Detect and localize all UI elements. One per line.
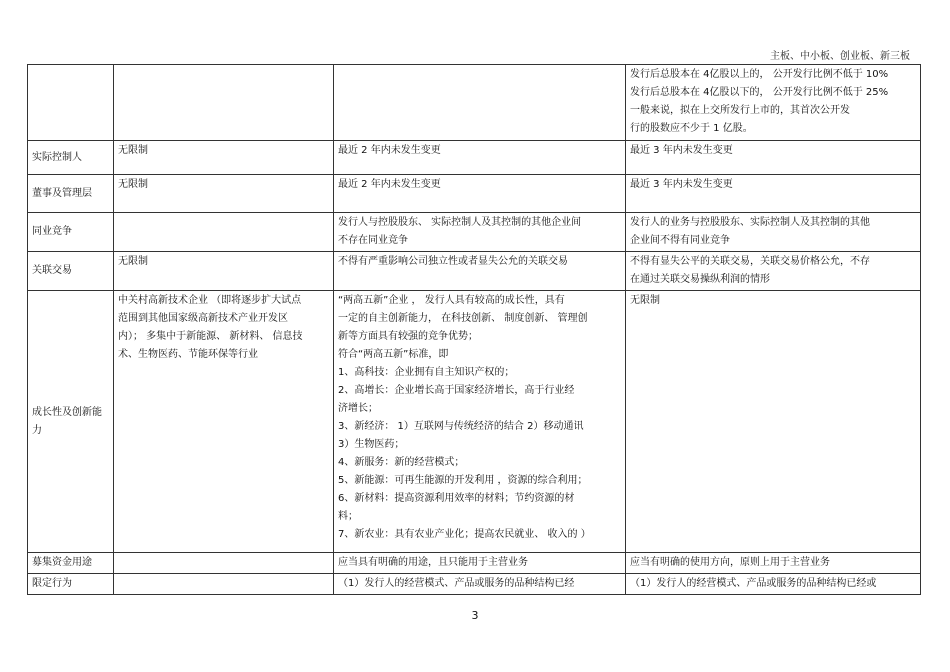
cell-text: 无限制 <box>118 256 148 267</box>
table-row <box>28 291 921 553</box>
cell-text: 一般来说，拟在上交所发行上市的，其首次公开发 <box>630 105 850 116</box>
requirement-cell <box>334 175 626 213</box>
requirement-cell <box>334 574 626 595</box>
table-row <box>28 213 921 252</box>
cell-text: 应当具有明确的用途，且只能用于主营业务 <box>338 557 528 568</box>
requirement-cell <box>114 65 334 141</box>
cell-text: 发行后总股本在 4亿股以上的， 公开发行比例不低于 10% <box>630 69 889 80</box>
requirement-cell <box>334 65 626 141</box>
requirement-cell <box>626 175 921 213</box>
cell-text: 最近 2 年内未发生变更 <box>338 179 441 190</box>
cell-text: 企业间不得有同业竞争 <box>630 235 730 246</box>
cell-text: 无限制 <box>630 295 660 306</box>
row-label: 实际控制人 <box>28 141 114 175</box>
row-label: 成长性及创新能力 <box>28 291 114 553</box>
cell-text: 发行人与控股股东、 实际控制人及其控制的其他企业间 <box>338 217 582 228</box>
cell-text: 范围到其他国家级高新技术产业开发区 <box>118 313 288 324</box>
cell-text: 不得有严重影响公司独立性或者显失公允的关联交易 <box>338 256 568 267</box>
cell-text: 内）； 多集中于新能源、 新材料、 信息技 <box>118 331 303 342</box>
cell-text: 术、生物医药、节能环保等行业 <box>118 349 258 360</box>
header-note: 主板、中小板、创业板、新三板 <box>770 51 910 62</box>
cell-text: 3、新经济： 1）互联网与传统经济的结合 2）移动通讯 <box>338 421 584 432</box>
cell-text: 1、高科技：企业拥有自主知识产权的； <box>338 367 515 378</box>
requirement-cell <box>626 213 921 252</box>
row-label: 限定行为 <box>28 574 114 595</box>
cell-text: 2、高增长：企业增长高于国家经济增长，高于行业经 <box>338 385 575 396</box>
requirement-cell <box>626 574 921 595</box>
row-label: 同业竞争 <box>28 213 114 252</box>
cell-text: 新等方面具有较强的竞争优势； <box>338 331 478 342</box>
requirement-cell <box>334 213 626 252</box>
table-row <box>28 175 921 213</box>
cell-text: （1）发行人的经营模式、产品或服务的品种结构已经 <box>338 578 575 589</box>
cell-text: 最近 3 年内未发生变更 <box>630 179 733 190</box>
requirement-cell <box>334 553 626 574</box>
cell-text: 不存在同业竞争 <box>338 235 408 246</box>
cell-text: 发行人的业务与控股股东、实际控制人及其控制的其他 <box>630 217 870 228</box>
cell-text: 最近 2 年内未发生变更 <box>338 145 441 156</box>
requirement-cell <box>114 141 334 175</box>
cell-text: 7、新农业：具有农业产业化；提高农民就业、 收入的 ） <box>338 529 591 540</box>
table-row <box>28 252 921 291</box>
cell-text: 发行后总股本在 4亿股以下的， 公开发行比例不低于 25% <box>630 87 889 98</box>
requirement-cell <box>114 175 334 213</box>
cell-text: 料； <box>338 511 358 522</box>
table-row <box>28 65 921 141</box>
table-row <box>28 553 921 574</box>
row-label: 募集资金用途 <box>28 553 114 574</box>
cell-text: （1）发行人的经营模式、产品或服务的品种结构已经或 <box>630 578 877 589</box>
requirement-cell <box>626 252 921 291</box>
cell-text: 应当有明确的使用方向，原则上用于主营业务 <box>630 557 830 568</box>
cell-text: 无限制 <box>118 145 148 156</box>
requirement-cell <box>334 291 626 553</box>
row-label: 董事及管理层 <box>28 175 114 213</box>
requirement-cell <box>114 213 334 252</box>
table-row <box>28 141 921 175</box>
requirement-cell <box>114 553 334 574</box>
requirement-cell <box>334 141 626 175</box>
requirement-cell <box>626 291 921 553</box>
cell-text: 4、新服务：新的经营模式； <box>338 457 465 468</box>
cell-text: 中关村高新技术企业 （即将逐步扩大试点 <box>118 295 302 306</box>
cell-text: 无限制 <box>118 179 148 190</box>
cell-text: 最近 3 年内未发生变更 <box>630 145 733 156</box>
table-row <box>28 574 921 595</box>
cell-text: 济增长； <box>338 403 378 414</box>
cell-text: 5、新能源：可再生能源的开发利用 ，资源的综合利用； <box>338 475 588 486</box>
comparison-table <box>27 64 921 595</box>
cell-text: 符合“两高五新”标准，即 <box>338 349 449 360</box>
row-label: 关联交易 <box>28 252 114 291</box>
row-label <box>28 65 114 141</box>
requirement-cell <box>334 252 626 291</box>
cell-text: 在通过关联交易操纵利润的情形 <box>630 274 770 285</box>
requirement-cell <box>626 65 921 141</box>
requirement-cell <box>626 141 921 175</box>
cell-text: “两高五新”企业 ， 发行人具有较高的成长性，具有 <box>338 295 565 306</box>
cell-text: 3）生物医药； <box>338 439 405 450</box>
cell-text: 不得有显失公平的关联交易，关联交易价格公允，不存 <box>630 256 870 267</box>
requirement-cell <box>114 291 334 553</box>
page-number: 3 <box>471 609 479 622</box>
cell-text: 行的股数应不少于 1 亿股。 <box>630 123 753 134</box>
requirement-cell <box>114 574 334 595</box>
cell-text: 6、新材料：提高资源利用效率的材料；节约资源的材 <box>338 493 575 504</box>
requirement-cell <box>626 553 921 574</box>
requirement-cell <box>114 252 334 291</box>
cell-text: 一定的自主创新能力， 在科技创新、 制度创新、 管理创 <box>338 313 588 324</box>
